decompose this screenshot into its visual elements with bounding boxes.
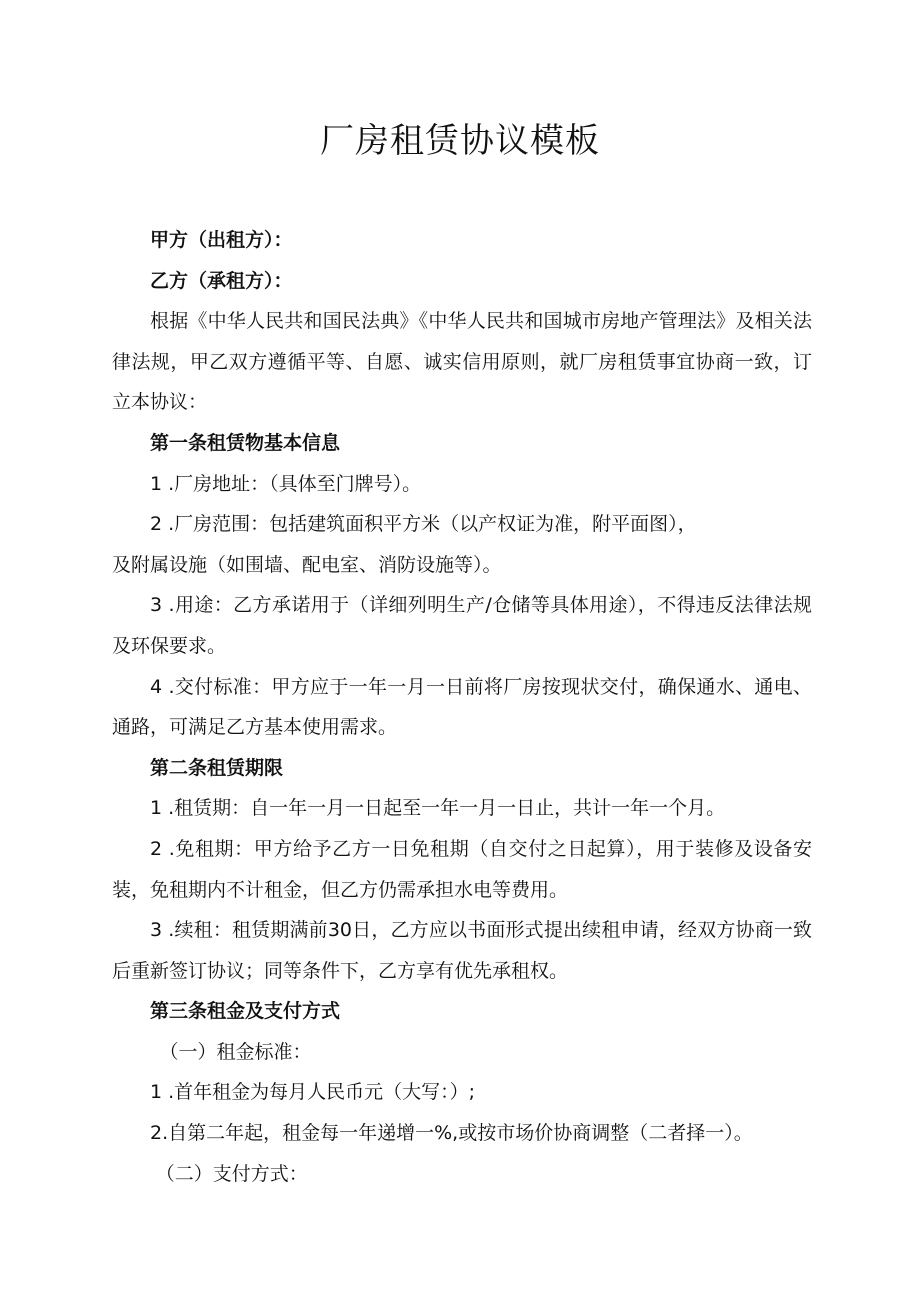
article2-item-3: 3 .续租：租赁期满前30日，乙方应以书面形式提出续租申请，经双方协商一致后重新签订协议；同等条件下，乙方享有优先承租权。: [112, 919, 812, 982]
article2-item-1: 1 .租赁期：自一年一月一日起至一年一月一日止，共计一年一个月。: [150, 797, 726, 820]
article2-heading: 第二条租赁期限: [150, 756, 284, 779]
article3-heading: 第三条租金及支付方式: [150, 1000, 341, 1023]
article3-section2: （二）支付方式：: [155, 1162, 308, 1185]
document-title: 厂房租赁协议模板: [320, 121, 600, 161]
article2-item-2: 2 .免租期：甲方给予乙方一日免租期（自交付之日起算），用于装修及设备安装，免租期内不计租金，但乙方仍需承担水电等费用。: [112, 837, 812, 901]
article1-item-2: 2 .厂房范围：包括建筑面积平方米（以产权证为准，附平面图），: [150, 513, 697, 536]
party-a-line: 甲方（出租方）：: [150, 229, 293, 251]
article1-item-3: 3 .用途：乙方承诺用于（详细列明生产/仓储等具体用途），不得违反法律法规及环保要求。: [112, 594, 812, 657]
article3-section1: （一）租金标准：: [159, 1040, 312, 1063]
article1-heading: 第一条租赁物基本信息: [150, 431, 341, 454]
preamble-paragraph: 根据《中华人民共和国民法典》《中华人民共和国城市房地产管理法》及相关法律法规，甲乙双方遵循平等、自愿、诚实信用原则，就厂房租赁事宜协商一致，订立本协议：: [112, 310, 812, 414]
document-body: [112, 220, 812, 1194]
article1-item-4: 4 .交付标准：甲方应于一年一月一日前将厂房按现状交付，确保通水、通电、通路，可满足乙方基本使用需求。: [112, 675, 812, 739]
article3-item-2: 2.自第二年起，租金每一年递增一%,或按市场价协商调整（二者择一）。: [150, 1122, 753, 1145]
article1-item-2-continuation: 及附属设施（如围墙、配电室、消防设施等）。: [112, 553, 502, 576]
party-b-line: 乙方（承租方）：: [150, 269, 293, 292]
article3-item-1: 1 .首年租金为每月人民币元（大写：）;: [150, 1081, 476, 1104]
article1-item-1: 1 .厂房地址：（具体至门牌号）。: [150, 472, 422, 495]
